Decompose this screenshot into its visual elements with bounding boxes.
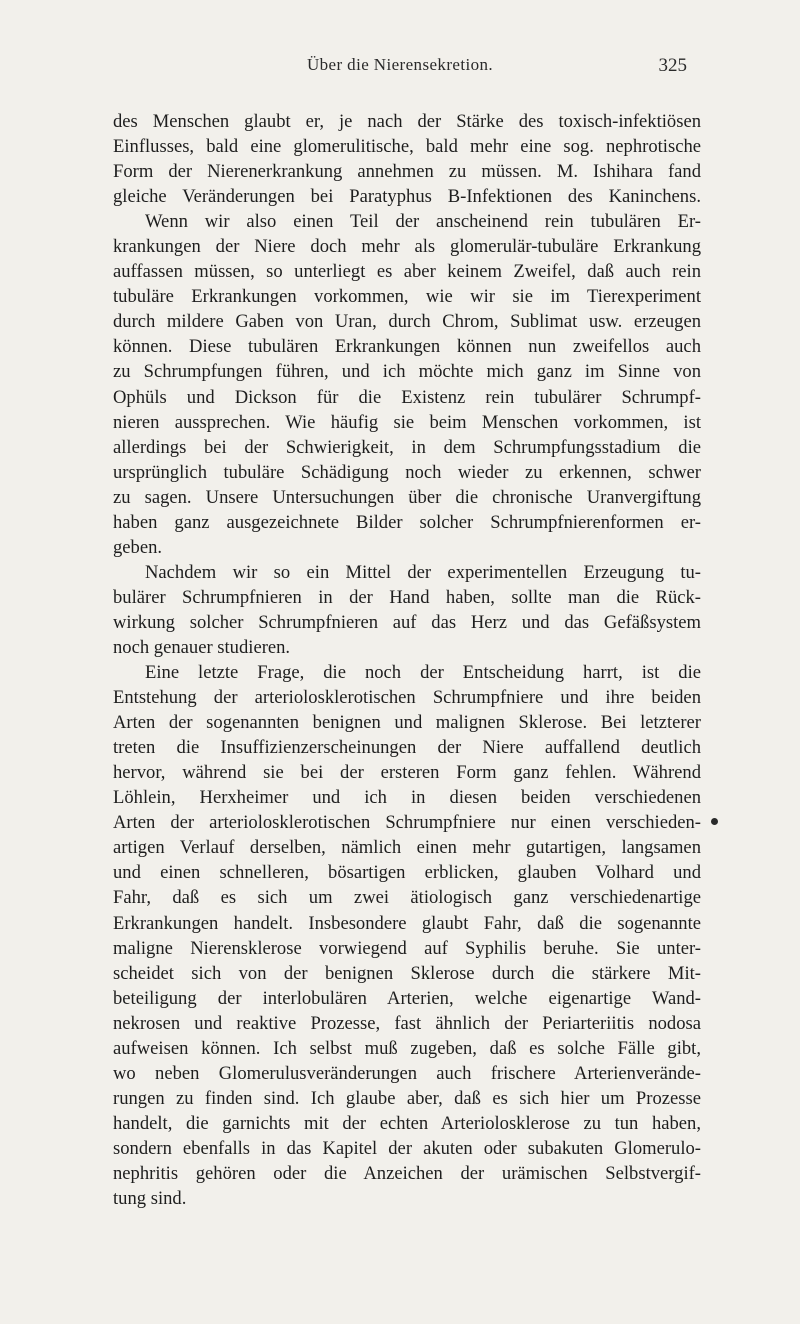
text-line: treten die Insuffizienzerscheinungen der Niere auffallend deutlich bbox=[113, 737, 701, 759]
text-line: Eine letzte Frage, die noch der Entscheidung harrt, ist die bbox=[145, 662, 701, 684]
text-line: scheidet sich von der benignen Sklerose durch die stärkere Mit- bbox=[113, 962, 701, 984]
text-line: nephritis gehören oder die Anzeichen der urämischen Selbstvergif- bbox=[113, 1162, 701, 1184]
text-line: Fahr, daß es sich um zwei ätiologisch ganz verschiedenartige bbox=[113, 887, 701, 909]
text-line: zu sagen. Unsere Untersuchungen über die chronische Uranvergiftung bbox=[113, 486, 701, 508]
body-text bbox=[113, 109, 701, 1211]
text-line: noch genauer studieren. bbox=[113, 636, 291, 658]
text-line: krankungen der Niere doch mehr als glomerulär-tubuläre Erkrankung bbox=[113, 236, 701, 258]
text-line: tung sind. bbox=[113, 1188, 187, 1210]
text-line: haben ganz ausgezeichnete Bilder solcher Schrumpfnierenformen er- bbox=[113, 511, 701, 533]
text-line: ursprünglich tubuläre Schädigung noch wieder zu erkennen, schwer bbox=[113, 461, 701, 483]
text-line: des Menschen glaubt er, je nach der Stärke des toxisch-infektiösen bbox=[113, 111, 701, 132]
text-line: durch mildere Gaben von Uran, durch Chrom, Sublimat usw. erzeugen bbox=[113, 311, 701, 333]
text-line: geben. bbox=[113, 536, 163, 558]
text-line: hervor, während sie bei der ersteren Form ganz fehlen. Während bbox=[113, 762, 701, 784]
text-line: rungen zu finden sind. Ich glaube aber, daß es sich hier um Prozesse bbox=[113, 1087, 701, 1109]
text-line: sondern ebenfalls in das Kapitel der akuten oder subakuten Glomerulo- bbox=[113, 1137, 701, 1159]
text-line: allerdings bei der Schwierigkeit, in dem Schrumpfungsstadium die bbox=[113, 436, 701, 458]
text-line: Arten der arteriolosklerotischen Schrumpfniere nur einen verschieden- bbox=[113, 812, 701, 834]
text-line: Form der Nierenerkrankung annehmen zu müssen. M. Ishihara fand bbox=[113, 161, 701, 183]
text-line: Erkrankungen handelt. Insbesondere glaubt Fahr, daß die sogenannte bbox=[113, 912, 701, 934]
text-line: Arten der sogenannten benignen und malignen Sklerose. Bei letzterer bbox=[113, 712, 701, 734]
running-title: Über die Nierensekretion. bbox=[306, 55, 494, 74]
text-line: artigen Verlauf derselben, nämlich einen mehr gutartigen, langsamen bbox=[113, 837, 701, 859]
page-number: 325 bbox=[658, 55, 687, 76]
text-line: zu Schrumpfungen führen, und ich möchte mich ganz im Sinne von bbox=[113, 361, 701, 383]
text-line: tubuläre Erkrankungen vorkommen, wie wir sie im Tierexperiment bbox=[113, 286, 701, 308]
text-line: nieren aussprechen. Wie häufig sie beim Menschen vorkommen, ist bbox=[113, 411, 701, 433]
text-line: bulärer Schrumpfnieren in der Hand haben, sollte man die Rück- bbox=[113, 586, 701, 608]
text-line: Entstehung der arteriolosklerotischen Schrumpfniere und ihre beiden bbox=[113, 687, 701, 709]
text-line: Löhlein, Herxheimer und ich in diesen beiden verschiedenen bbox=[113, 787, 701, 809]
text-line: wo neben Glomerulusveränderungen auch frischere Arterienverände- bbox=[113, 1062, 701, 1084]
text-line: gleiche Veränderungen bei Paratyphus B-Infektionen des Kaninchens. bbox=[113, 186, 701, 208]
text-line: nekrosen und reaktive Prozesse, fast ähnlich der Periarteriitis nodosa bbox=[113, 1012, 701, 1034]
text-line: wirkung solcher Schrumpfnieren auf das Herz und das Gefäßsystem bbox=[113, 611, 701, 633]
margin-mark bbox=[711, 818, 718, 825]
text-line: aufweisen können. Ich selbst muß zugeben, daß es solche Fälle gibt, bbox=[113, 1037, 701, 1059]
text-line: Wenn wir also einen Teil der anscheinend rein tubulären Er- bbox=[145, 211, 701, 233]
text-line: handelt, die garnichts mit der echten Arteriolosklerose zu tun haben, bbox=[113, 1112, 701, 1134]
text-line: beteiligung der interlobulären Arterien, welche eigenartige Wand- bbox=[113, 987, 701, 1009]
text-line: können. Diese tubulären Erkrankungen können nun zweifellos auch bbox=[113, 336, 701, 358]
text-line: maligne Nierensklerose vorwiegend auf Syphilis beruhe. Sie unter- bbox=[113, 937, 701, 959]
text-line: Einflusses, bald eine glomerulitische, bald mehr eine sog. nephrotische bbox=[113, 136, 701, 158]
text-line: und einen schnelleren, bösartigen erblicken, glauben Volhard und bbox=[113, 862, 701, 884]
text-line: Nachdem wir so ein Mittel der experimentellen Erzeugung tu- bbox=[145, 561, 701, 583]
text-line: auffassen müssen, so unterliegt es aber keinem Zweifel, daß auch rein bbox=[113, 261, 701, 283]
text-line: Ophüls und Dickson für die Existenz rein tubulärer Schrumpf- bbox=[113, 386, 701, 408]
running-head bbox=[0, 55, 800, 77]
